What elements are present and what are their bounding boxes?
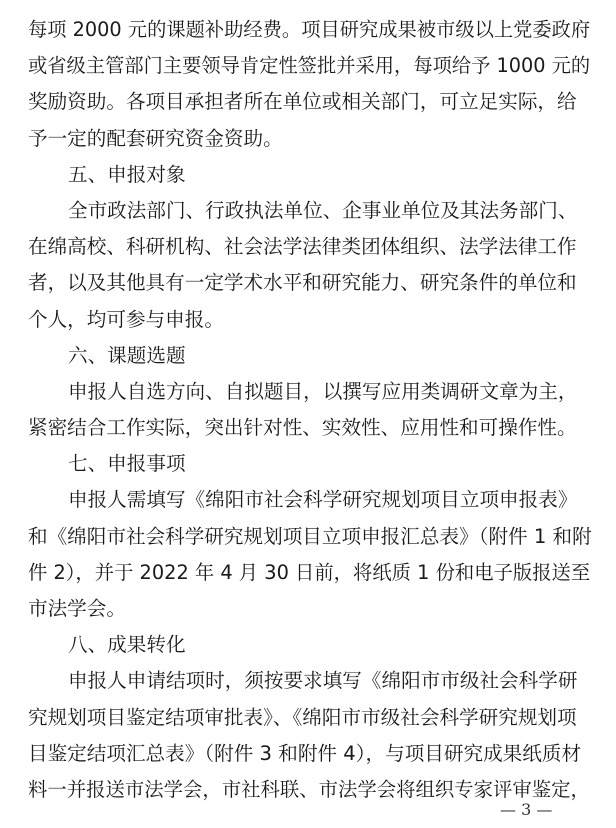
section-heading: 六、课题选题	[68, 343, 186, 367]
body-text-line: 究规划项目鉴定结项审批表》、《绵阳市市级社会科学研究规划项	[28, 705, 577, 729]
body-text-line: 紧密结合工作实际，突出针对性、实效性、应用性和可操作性。	[28, 416, 577, 440]
body-text-line: 申报人自选方向、自拟题目，以撰写应用类调研文章为主，	[68, 379, 578, 403]
section-heading: 八、成果转化	[68, 633, 186, 657]
body-text-line: 个人，均可参与申报。	[28, 307, 224, 331]
page-number: — 3 —	[500, 800, 553, 819]
body-text-line: 予一定的配套研究资金资助。	[28, 126, 283, 150]
body-text-line: 奖励资助。各项目承担者所在单位或相关部门，可立足实际，给	[28, 90, 577, 114]
body-text-line: 每项 2000 元的课题补助经费。项目研究成果被市级以上党委政府	[28, 18, 591, 41]
body-text-line: 申报人申请结项时，须按要求填写《绵阳市市级社会科学研	[68, 669, 578, 693]
body-text-line: 市法学会。	[28, 597, 126, 620]
body-text-line: 者，以及其他具有一定学术水平和研究能力、研究条件的单位和	[28, 271, 577, 295]
body-text-line: 目鉴定结项汇总表》（附件 3 和附件 4），与项目研究成果纸质材	[28, 741, 582, 765]
section-heading: 五、申报对象	[68, 162, 186, 186]
document-body	[28, 12, 593, 808]
body-text-line: 件 2），并于 2022 年 4 月 30 日前，将纸质 1 份和电子版报送至	[28, 560, 591, 584]
body-text-line: 或省级主管部门主要领导肯定性签批并采用，每项给予 1000 元的	[28, 54, 591, 78]
body-text-line: 和《绵阳市社会科学研究规划项目立项申报汇总表》（附件 1 和附	[28, 524, 592, 548]
body-text-line: 在绵高校、科研机构、社会法学法律类团体组织、法学法律工作	[28, 235, 577, 259]
body-text-line: 料一并报送市法学会，市社科联、市法学会将组织专家评审鉴定，	[28, 777, 590, 801]
body-text-line: 申报人需填写《绵阳市社会科学研究规划项目立项申报表》	[68, 488, 578, 512]
body-text-line: 全市政法部门、行政执法单位、企事业单位及其法务部门、	[68, 198, 578, 222]
section-heading: 七、申报事项	[68, 452, 186, 476]
